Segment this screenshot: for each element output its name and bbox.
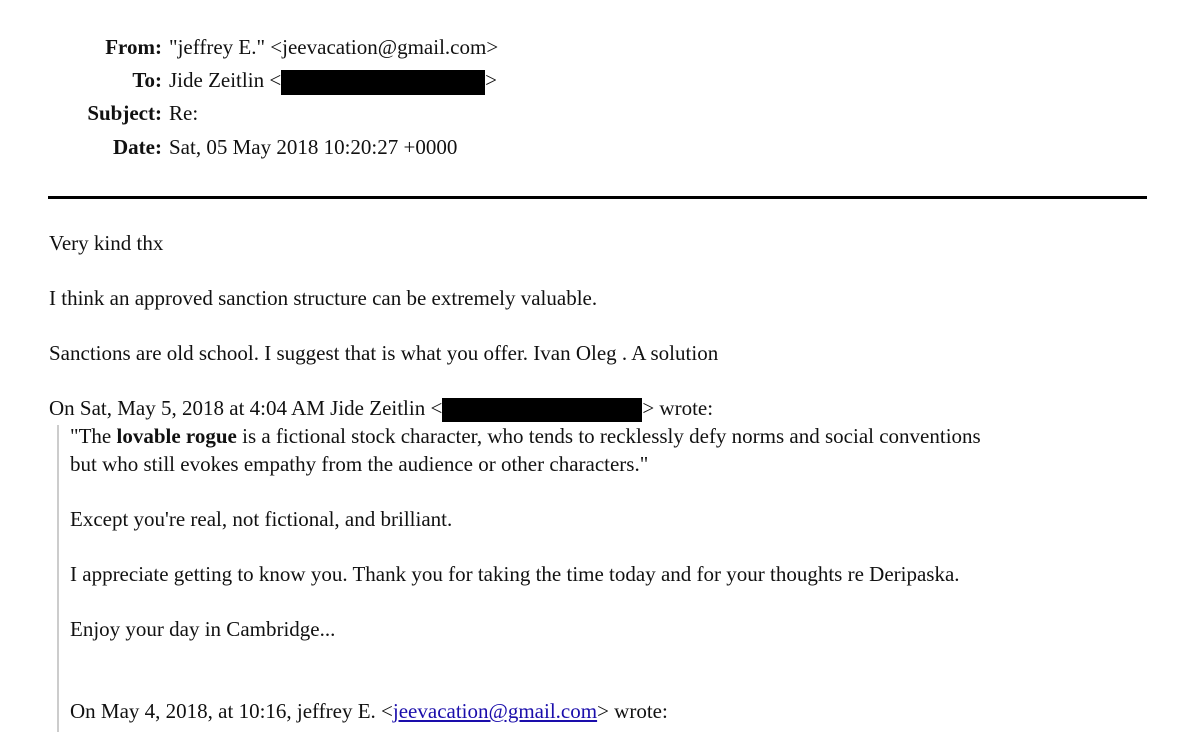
quote-line-5: Enjoy your day in Cambridge... — [70, 617, 336, 641]
to-name: Jide Zeitlin < — [169, 68, 282, 92]
body-line-2: I think an approved sanction structure can be extremely valuable. — [49, 286, 598, 310]
quote-line-1 — [70, 422, 981, 450]
header-divider — [48, 196, 1147, 199]
header-to-row — [0, 66, 1200, 94]
from-label: From: — [105, 35, 162, 59]
date-label: Date: — [113, 135, 162, 159]
quote-bar — [57, 425, 59, 732]
nested-prefix: On May 4, 2018, at 10:16, jeffrey E. < — [70, 699, 393, 723]
date-value: Sat, 05 May 2018 10:20:27 +0000 — [169, 135, 458, 159]
from-value: "jeffrey E." <jeevacation@gmail.com> — [169, 35, 499, 59]
to-label: To: — [132, 68, 162, 92]
quote-open: "The — [70, 424, 117, 448]
quote-line-2: but who still evokes empathy from the audience or other characters." — [70, 452, 649, 476]
to-close-bracket: > — [485, 68, 498, 92]
quote-rest: is a fictional stock character, who tends to recklessly defy norms and social conventions — [236, 424, 981, 448]
quote-bold-term: lovable rogue — [116, 424, 237, 448]
body-line-3: Sanctions are old school. I suggest that is what you offer. Ivan Oleg . A solution — [49, 341, 719, 365]
attribution-line — [49, 394, 713, 422]
redaction-box — [442, 398, 642, 422]
header-subject-row — [0, 99, 1200, 127]
attribution-prefix: On Sat, May 5, 2018 at 4:04 AM Jide Zeitlin < — [49, 396, 443, 420]
email-link[interactable]: jeevacation@gmail.com — [392, 699, 598, 723]
nested-suffix: > wrote: — [597, 699, 668, 723]
attribution-suffix: > wrote: — [642, 396, 714, 420]
to-value — [169, 66, 497, 95]
quote-line-3: Except you're real, not fictional, and brilliant. — [70, 507, 453, 531]
nested-attribution-line — [70, 697, 668, 725]
quote-line-4: I appreciate getting to know you. Thank you for taking the time today and for your thoughts re Deripaska. — [70, 562, 960, 586]
header-date-row — [0, 133, 1200, 161]
header-from-row — [0, 33, 1200, 61]
subject-label: Subject: — [87, 101, 162, 125]
subject-value: Re: — [169, 101, 199, 125]
body-line-1: Very kind thx — [49, 231, 164, 255]
redaction-box — [281, 70, 485, 95]
